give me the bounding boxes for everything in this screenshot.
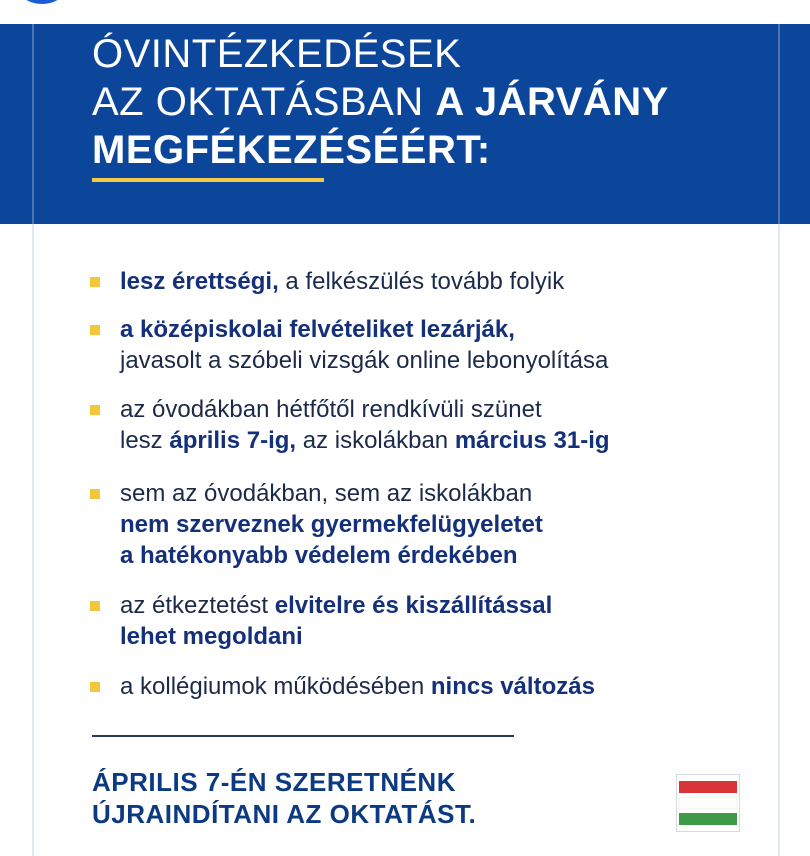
title-line-2-bold: A JÁRVÁNY [435,80,669,124]
list-item-bold: elvitelre és kiszállítással [274,592,553,619]
list-item-text [120,314,608,376]
square-bullet-icon [90,601,100,611]
hungarian-flag-icon [676,774,740,832]
list-item [90,478,543,571]
list-item [90,590,552,652]
list-item-bold: nem szerveznek gyermekfelügyeletet [120,511,543,538]
list-item [90,671,595,702]
list-item-bold: a hatékonyabb védelem érdekében [120,542,518,569]
frame-line-right [778,224,780,856]
list-item-regular: a kollégiumok működésében [120,673,431,700]
title-line-3: MEGFÉKEZÉSÉÉRT: [92,128,491,172]
square-bullet-icon [90,325,100,335]
list-item-text [120,590,552,652]
footer-line-2: ÚJRAINDÍTANI AZ OKTATÁST. [92,799,477,829]
list-item-regular: lesz [120,427,170,454]
list-item-bold: április 7-ig, [169,427,297,454]
square-bullet-icon [90,405,100,415]
list-item-text [120,478,543,571]
section-divider [92,735,514,737]
list-item-bold: lesz érettségi, [120,268,279,295]
footer-statement [92,766,476,830]
list-item-regular: javasolt a szóbeli vizsgák online lebonyolítása [120,347,609,374]
square-bullet-icon [90,489,100,499]
footer-line-1: ÁPRILIS 7-ÉN SZERETNÉNK [92,767,456,797]
list-item-line [120,590,552,621]
list-item-text [120,266,564,297]
title-line-1: ÓVINTÉZKEDÉSEK [92,32,462,76]
page-title [92,30,669,174]
list-item [90,314,608,376]
list-item-bold: a középiskolai felvételiket lezárják, [120,316,515,343]
list-item-regular: az óvodákban hétfőtől rendkívüli szünet [120,396,542,423]
list-item-regular: az iskolákban [296,427,455,454]
list-item-line [120,425,610,456]
list-item-text [120,671,595,702]
frame-line-left-top [32,24,34,224]
list-item [90,266,564,297]
square-bullet-icon [90,277,100,287]
list-item-regular: sem az óvodákban, sem az iskolákban [120,480,533,507]
title-line-2-light: AZ OKTATÁSBAN [92,80,436,124]
list-item-bold: nincs változás [430,673,595,700]
title-underline [92,178,324,182]
title-line-2 [92,78,669,126]
list-item [90,394,610,456]
frame-line-left [32,224,34,856]
list-item-text [120,394,610,456]
list-item-bold: lehet megoldani [120,623,303,650]
list-item-regular: a felkészülés tovább folyik [278,268,565,295]
list-item-bold: március 31-ig [454,427,610,454]
frame-line-right-top [778,24,780,224]
avatar-edge [22,0,62,4]
square-bullet-icon [90,682,100,692]
list-item-regular: az étkeztetést [120,592,275,619]
top-strip [0,0,810,24]
